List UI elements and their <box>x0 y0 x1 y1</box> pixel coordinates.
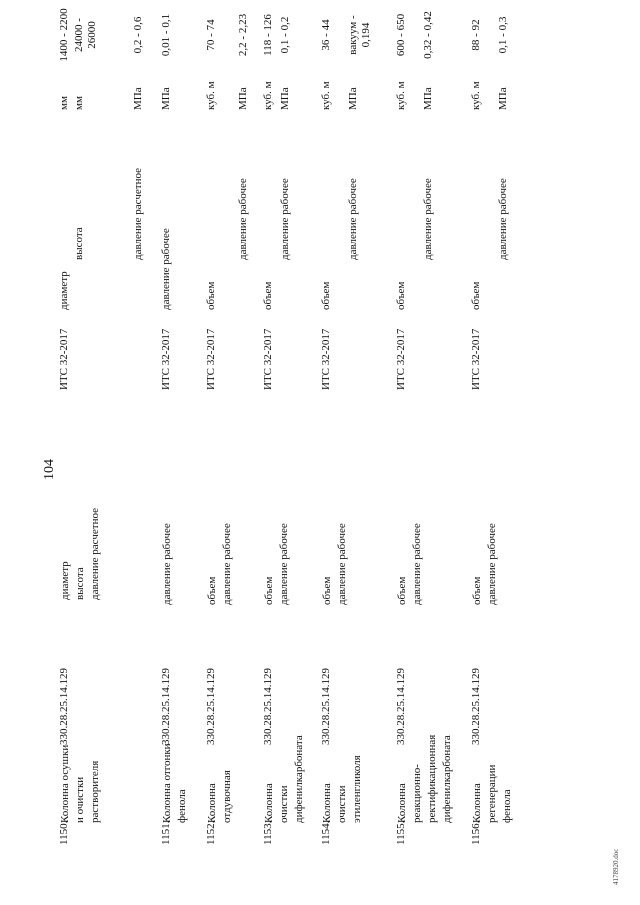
value-range <box>132 0 145 70</box>
row-number: 1152. <box>205 820 217 845</box>
param-name: давление рабочее <box>347 178 359 260</box>
unit: куб. м <box>470 81 482 110</box>
its-reference: ИТС 32-2017 <box>320 328 332 390</box>
unit: мм <box>58 96 70 110</box>
okpd-code: 330.28.25.14.129 <box>320 668 332 745</box>
page-number: 104 <box>42 459 57 480</box>
equipment-name-line: Колонна очистки <box>263 783 290 823</box>
equipment-name-line: растворителя <box>89 760 101 823</box>
value-line: 0,1 - 0,3 <box>497 16 509 54</box>
equipment-name-line: фенола <box>501 789 513 823</box>
table-row <box>320 0 372 905</box>
equipment-name <box>205 743 235 823</box>
unit: куб. м <box>395 81 407 110</box>
value-line: 24000 - <box>73 18 85 52</box>
okpd-code: 330.28.25.14.129 <box>160 668 172 745</box>
param-name: давление рабочее <box>160 228 172 310</box>
okpd-code: 330.28.25.14.129 <box>205 668 217 745</box>
equipment-name-line: фенола <box>176 789 188 823</box>
param-name: давление рабочее <box>497 178 509 260</box>
row-number: 1154. <box>320 820 332 845</box>
unit: куб. м <box>262 81 274 110</box>
value-line: 26000 <box>86 21 98 49</box>
unit: куб. м <box>205 81 217 110</box>
unit: МПа <box>347 87 359 110</box>
equipment-name-line: ректификационная <box>426 734 438 823</box>
value-line: вакуум - <box>347 15 359 55</box>
equipment-name <box>58 743 103 823</box>
unit: МПа <box>279 87 291 110</box>
parameter-list <box>160 523 175 605</box>
its-reference: ИТС 32-2017 <box>205 328 217 390</box>
its-reference: ИТС 32-2017 <box>470 328 482 390</box>
param-name: объем <box>320 281 332 310</box>
okpd-code: 330.28.25.14.129 <box>470 668 482 745</box>
parameter-name: объем <box>396 576 408 605</box>
parameter-name: объем <box>206 576 218 605</box>
value-range <box>395 0 408 70</box>
row-number: 1156. <box>470 820 482 845</box>
equipment-name <box>470 743 515 823</box>
row-number: 1155. <box>395 820 407 845</box>
value-range <box>347 0 373 70</box>
value-range <box>320 0 333 70</box>
parameter-name: давление рабочее <box>278 523 290 605</box>
value-line: 600 - 650 <box>395 13 407 57</box>
unit: МПа <box>497 87 509 110</box>
value-line: 70 - 74 <box>205 19 217 51</box>
okpd-code: 330.28.25.14.129 <box>395 668 407 745</box>
unit: МПа <box>160 87 172 110</box>
parameter-list <box>205 523 235 605</box>
unit: куб. м <box>320 81 332 110</box>
param-name: объем <box>395 281 407 310</box>
value-range <box>279 0 292 70</box>
equipment-name-line: дифенилкарбоната <box>293 735 305 823</box>
its-reference: ИТС 32-2017 <box>160 328 172 390</box>
parameter-list <box>320 523 350 605</box>
equipment-name-line: Колонна осушки <box>59 744 71 823</box>
its-reference: ИТС 32-2017 <box>262 328 274 390</box>
parameter-name: давление рабочее <box>221 523 233 605</box>
value-range <box>497 0 510 70</box>
param-name: давление расчетное <box>132 168 144 260</box>
value-range <box>422 0 435 70</box>
unit: МПа <box>132 87 144 110</box>
param-name: объем <box>205 281 217 310</box>
equipment-name-line: этиленгликоля <box>351 755 363 823</box>
row-number: 1153. <box>262 820 274 845</box>
value-range <box>205 0 218 70</box>
parameter-name: давление рабочее <box>486 523 498 605</box>
value-line: 0,32 - 0,42 <box>422 11 434 59</box>
value-range <box>73 0 99 70</box>
param-name: давление рабочее <box>237 178 249 260</box>
value-line: 118 - 126 <box>262 14 274 56</box>
param-name: объем <box>262 281 274 310</box>
its-reference: ИТС 32-2017 <box>58 328 70 390</box>
equipment-name-line: отдувочная <box>221 770 233 823</box>
table-row <box>395 0 453 905</box>
table-row <box>58 0 144 905</box>
table-row <box>262 0 305 905</box>
equipment-name-line: Колонна <box>206 783 218 823</box>
parameter-list <box>395 523 425 605</box>
its-reference: ИТС 32-2017 <box>395 328 407 390</box>
value-line: 1400 - 2200 <box>58 8 70 62</box>
parameter-list <box>470 523 500 605</box>
param-name: давление рабочее <box>422 178 434 260</box>
unit: МПа <box>422 87 434 110</box>
param-name: диаметр <box>58 271 70 310</box>
parameter-name: давление рабочее <box>411 523 423 605</box>
equipment-name-line: и очистки <box>74 776 86 823</box>
footer-filename: 4178920.doc <box>612 848 620 885</box>
equipment-name-line: реакционно- <box>411 764 423 823</box>
value-line: 36 - 44 <box>320 19 332 51</box>
row-number: 1150. <box>58 820 70 845</box>
value-range <box>262 0 275 70</box>
parameter-name: объем <box>321 576 333 605</box>
value-range <box>160 0 173 70</box>
value-line: 0,01 - 0,1 <box>160 13 172 57</box>
param-name: объем <box>470 281 482 310</box>
table-row <box>160 0 188 905</box>
equipment-name-line: дифенилкарбоната <box>441 735 453 823</box>
value-line: 88 - 92 <box>470 19 482 51</box>
unit: МПа <box>237 87 249 110</box>
value-line: 0,2 - 0,6 <box>132 16 144 54</box>
value-range <box>237 0 250 70</box>
value-line: 0,194 <box>360 22 372 48</box>
equipment-name <box>160 743 190 823</box>
parameter-list <box>262 523 292 605</box>
value-line: 2,2 - 2,23 <box>237 13 249 57</box>
parameter-name: давление расчетное <box>89 508 101 600</box>
table-row <box>470 0 513 905</box>
value-line: 0,1 - 0,2 <box>279 16 291 54</box>
equipment-name-line: Колонна <box>471 783 483 823</box>
param-name: высота <box>73 227 85 260</box>
value-range <box>58 0 71 70</box>
equipment-name <box>320 743 365 823</box>
equipment-name-line: регенерации <box>486 764 498 823</box>
param-name: давление рабочее <box>279 178 291 260</box>
value-range <box>470 0 483 70</box>
equipment-name-line: Колонна <box>396 783 408 823</box>
equipment-name-line: Колонна очистки <box>321 783 348 823</box>
equipment-name <box>262 735 307 823</box>
table-row <box>205 0 249 905</box>
parameter-name: объем <box>471 576 483 605</box>
okpd-code: 330.28.25.14.129 <box>262 668 274 745</box>
parameter-name: высота <box>74 567 86 600</box>
parameter-name: диаметр <box>59 561 71 600</box>
row-number: 1151. <box>160 820 172 845</box>
equipment-name <box>395 734 455 823</box>
okpd-code: 330.28.25.14.129 <box>58 668 70 745</box>
unit: мм <box>73 96 85 110</box>
parameter-list <box>58 508 103 600</box>
equipment-name-line: Колонна отгонки <box>161 743 173 823</box>
parameter-name: давление рабочее <box>336 523 348 605</box>
parameter-name: давление рабочее <box>161 523 173 605</box>
parameter-name: объем <box>263 576 275 605</box>
